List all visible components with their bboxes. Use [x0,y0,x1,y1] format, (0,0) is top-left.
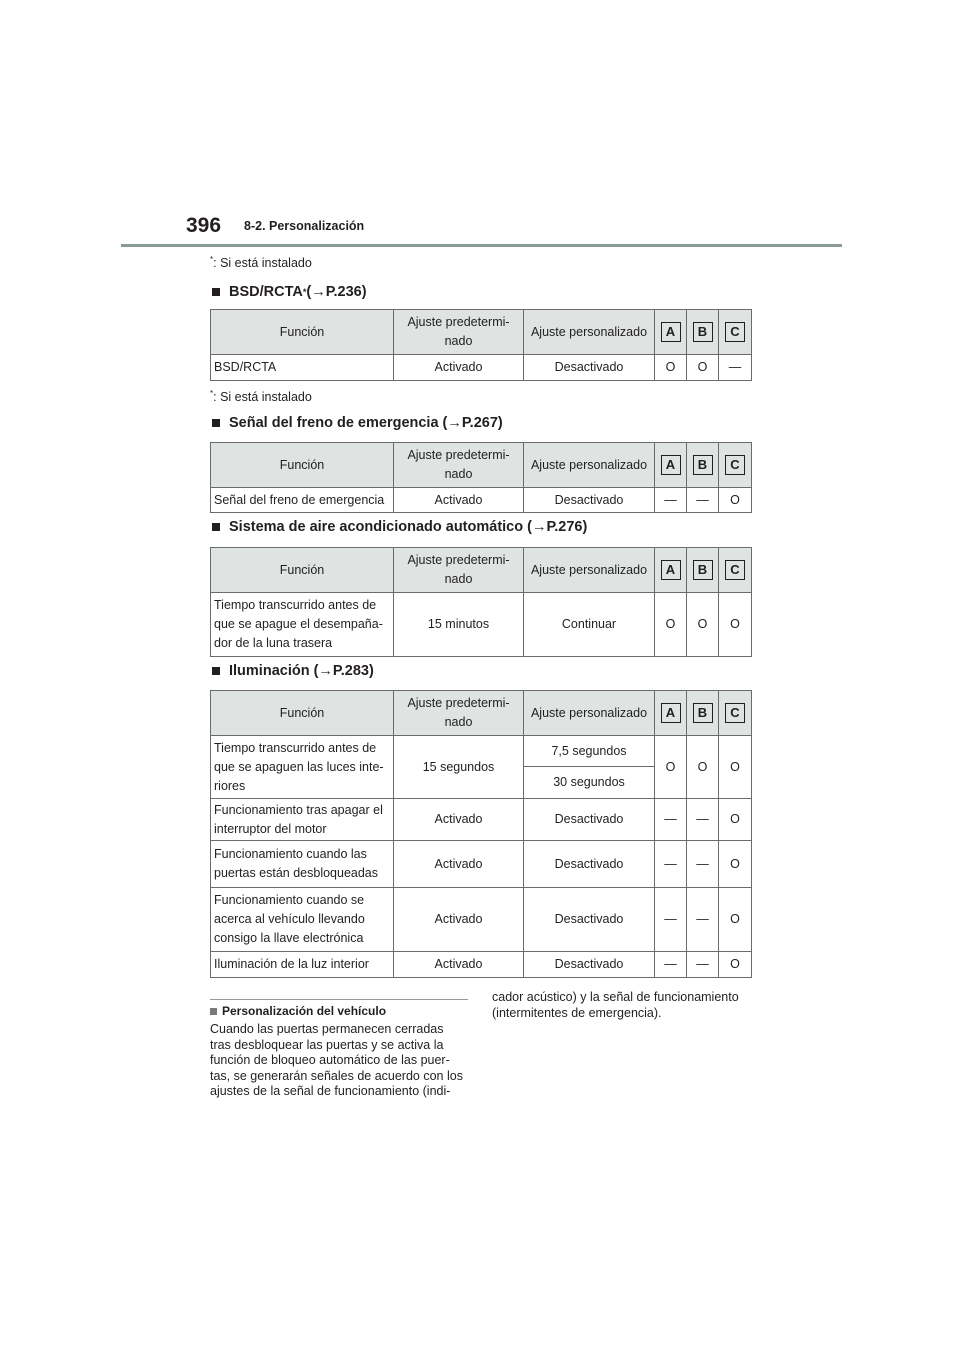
square-bullet-icon [212,523,220,531]
header-b [687,443,719,488]
table-row [211,888,752,952]
section-title: 8-2. Personalización [244,219,365,233]
letter-c-icon: C [725,322,745,342]
cell-custom: Desactivado [524,952,655,978]
text-line: tas, se generarán señales de acuerdo con los [210,1068,463,1083]
cell-a: — [655,799,687,841]
section-heading-bsd [212,284,367,300]
cell-b: — [687,841,719,888]
cell-function: Señal del freno de emergencia [211,488,394,513]
cell-function: Funcionamiento cuando las puertas están desbloqueadas [211,841,394,888]
cell-default: Activado [394,488,524,513]
header-b [687,548,719,593]
header-b [687,691,719,736]
header-function: Función [211,310,394,355]
table-header-row [211,443,752,488]
cell-function: BSD/RCTA [211,355,394,381]
cell-c: O [719,488,752,513]
header-b [687,310,719,355]
cell-b: — [687,488,719,513]
text-line: Cuando las puertas permanecen cerradas [210,1022,444,1036]
info-heading [210,1004,386,1018]
cell-a: O [655,593,687,657]
letter-a-icon: A [661,560,681,580]
table-brake [210,442,752,513]
header-a [655,310,687,355]
cell-a: — [655,952,687,978]
cell-function: Tiempo transcurrido antes de que se apaguen las luces inte-riores [211,736,394,799]
cell-c: O [719,799,752,841]
letter-b-icon: B [693,703,713,723]
header-a [655,443,687,488]
header-c [719,548,752,593]
info-divider [210,999,468,1000]
letter-b-icon: B [693,560,713,580]
cell-b: — [687,952,719,978]
square-bullet-icon [210,1008,217,1015]
cell-a: O [655,736,687,799]
table-row [211,841,752,888]
cell-default: Activado [394,841,524,888]
footnote-star: * [210,389,214,398]
letter-b-icon: B [693,322,713,342]
header-default: Ajuste predetermi-nado [394,310,524,355]
heading-text: BSD/RCTA [229,284,303,300]
cell-custom-option-1: 7,5 segundos [524,736,655,767]
header-function: Función [211,691,394,736]
cell-c: O [719,593,752,657]
header-function: Función [211,443,394,488]
header-c [719,310,752,355]
header-c [719,443,752,488]
table-header-row [211,548,752,593]
cell-b: O [687,355,719,381]
info-text-left [210,1022,463,1100]
info-heading-text: Personalización del vehículo [222,1004,387,1018]
header-custom: Ajuste personalizado [524,310,655,355]
cell-default: Activado [394,888,524,952]
cell-b: — [687,888,719,952]
cell-a: — [655,888,687,952]
heading-text: Señal del freno de emergencia (→P.267) [229,415,503,431]
cell-c: O [719,736,752,799]
cell-default: 15 segundos [394,736,524,799]
header-c [719,691,752,736]
header-custom: Ajuste personalizado [524,691,655,736]
cell-default: Activado [394,355,524,381]
text-line: (intermitentes de emergencia). [492,1005,662,1020]
section-heading-brake [212,415,503,431]
cell-default: 15 minutos [394,593,524,657]
header-divider [121,244,842,247]
cell-custom: Desactivado [524,799,655,841]
cell-function: Iluminación de la luz interior [211,952,394,978]
table-row [211,952,752,978]
letter-c-icon: C [725,455,745,475]
footnote-text: : Si está instalado [213,390,312,405]
letter-c-icon: C [725,703,745,723]
cell-a: — [655,488,687,513]
header-default: Ajuste predetermi-nado [394,443,524,488]
page-number: 396 [186,214,222,237]
footnote-installed-1 [210,255,312,270]
cell-b: O [687,593,719,657]
cell-custom: Desactivado [524,841,655,888]
footnote-text: : Si está instalado [213,256,312,271]
cell-a: O [655,355,687,381]
cell-default: Activado [394,952,524,978]
header-a [655,548,687,593]
cell-function: Funcionamiento tras apagar el interruptor del motor [211,799,394,841]
heading-star: * [302,287,307,297]
header-a [655,691,687,736]
heading-text: Iluminación (→P.283) [229,663,374,679]
cell-default: Activado [394,799,524,841]
info-text-right [492,990,739,1021]
letter-a-icon: A [661,322,681,342]
square-bullet-icon [212,667,220,675]
letter-a-icon: A [661,455,681,475]
text-line: cador acústico) y la señal de funcionamiento [492,990,739,1004]
table-row [211,488,752,513]
cell-custom: Desactivado [524,355,655,381]
cell-custom: Desactivado [524,888,655,952]
cell-b: — [687,799,719,841]
section-heading-ac [212,519,587,535]
cell-a: — [655,841,687,888]
cell-c: O [719,841,752,888]
table-header-row [211,310,752,355]
square-bullet-icon [212,288,220,296]
letter-a-icon: A [661,703,681,723]
header-custom: Ajuste personalizado [524,443,655,488]
heading-ref: (→P.236) [306,284,367,300]
text-line: función de bloqueo automático de las puer- [210,1053,450,1067]
footnote-installed-2 [210,389,312,404]
cell-function: Tiempo transcurrido antes de que se apague el desempaña-dor de la luna trasera [211,593,394,657]
header-default: Ajuste predetermi-nado [394,548,524,593]
header-custom: Ajuste personalizado [524,548,655,593]
table-ac [210,547,752,657]
section-heading-lighting [212,663,374,679]
footnote-star: * [210,255,214,264]
cell-custom: Desactivado [524,488,655,513]
table-row [211,736,752,767]
square-bullet-icon [212,419,220,427]
cell-c: — [719,355,752,381]
table-row [211,799,752,841]
letter-b-icon: B [693,455,713,475]
table-bsd [210,309,752,381]
cell-b: O [687,736,719,799]
table-row [211,593,752,657]
header-function: Función [211,548,394,593]
cell-function: Funcionamiento cuando se acerca al vehículo llevando consigo la llave electrónica [211,888,394,952]
table-row [211,355,752,381]
letter-c-icon: C [725,560,745,580]
cell-custom-option-2: 30 segundos [524,767,655,799]
cell-custom: Continuar [524,593,655,657]
table-lighting [210,690,752,978]
heading-text: Sistema de aire acondicionado automático (→P.276) [229,519,588,535]
header-default: Ajuste predetermi-nado [394,691,524,736]
cell-c: O [719,888,752,952]
cell-c: O [719,952,752,978]
table-header-row [211,691,752,736]
text-line: ajustes de la señal de funcionamiento (indi- [210,1084,451,1098]
text-line: tras desbloquear las puertas y se activa la [210,1037,444,1052]
